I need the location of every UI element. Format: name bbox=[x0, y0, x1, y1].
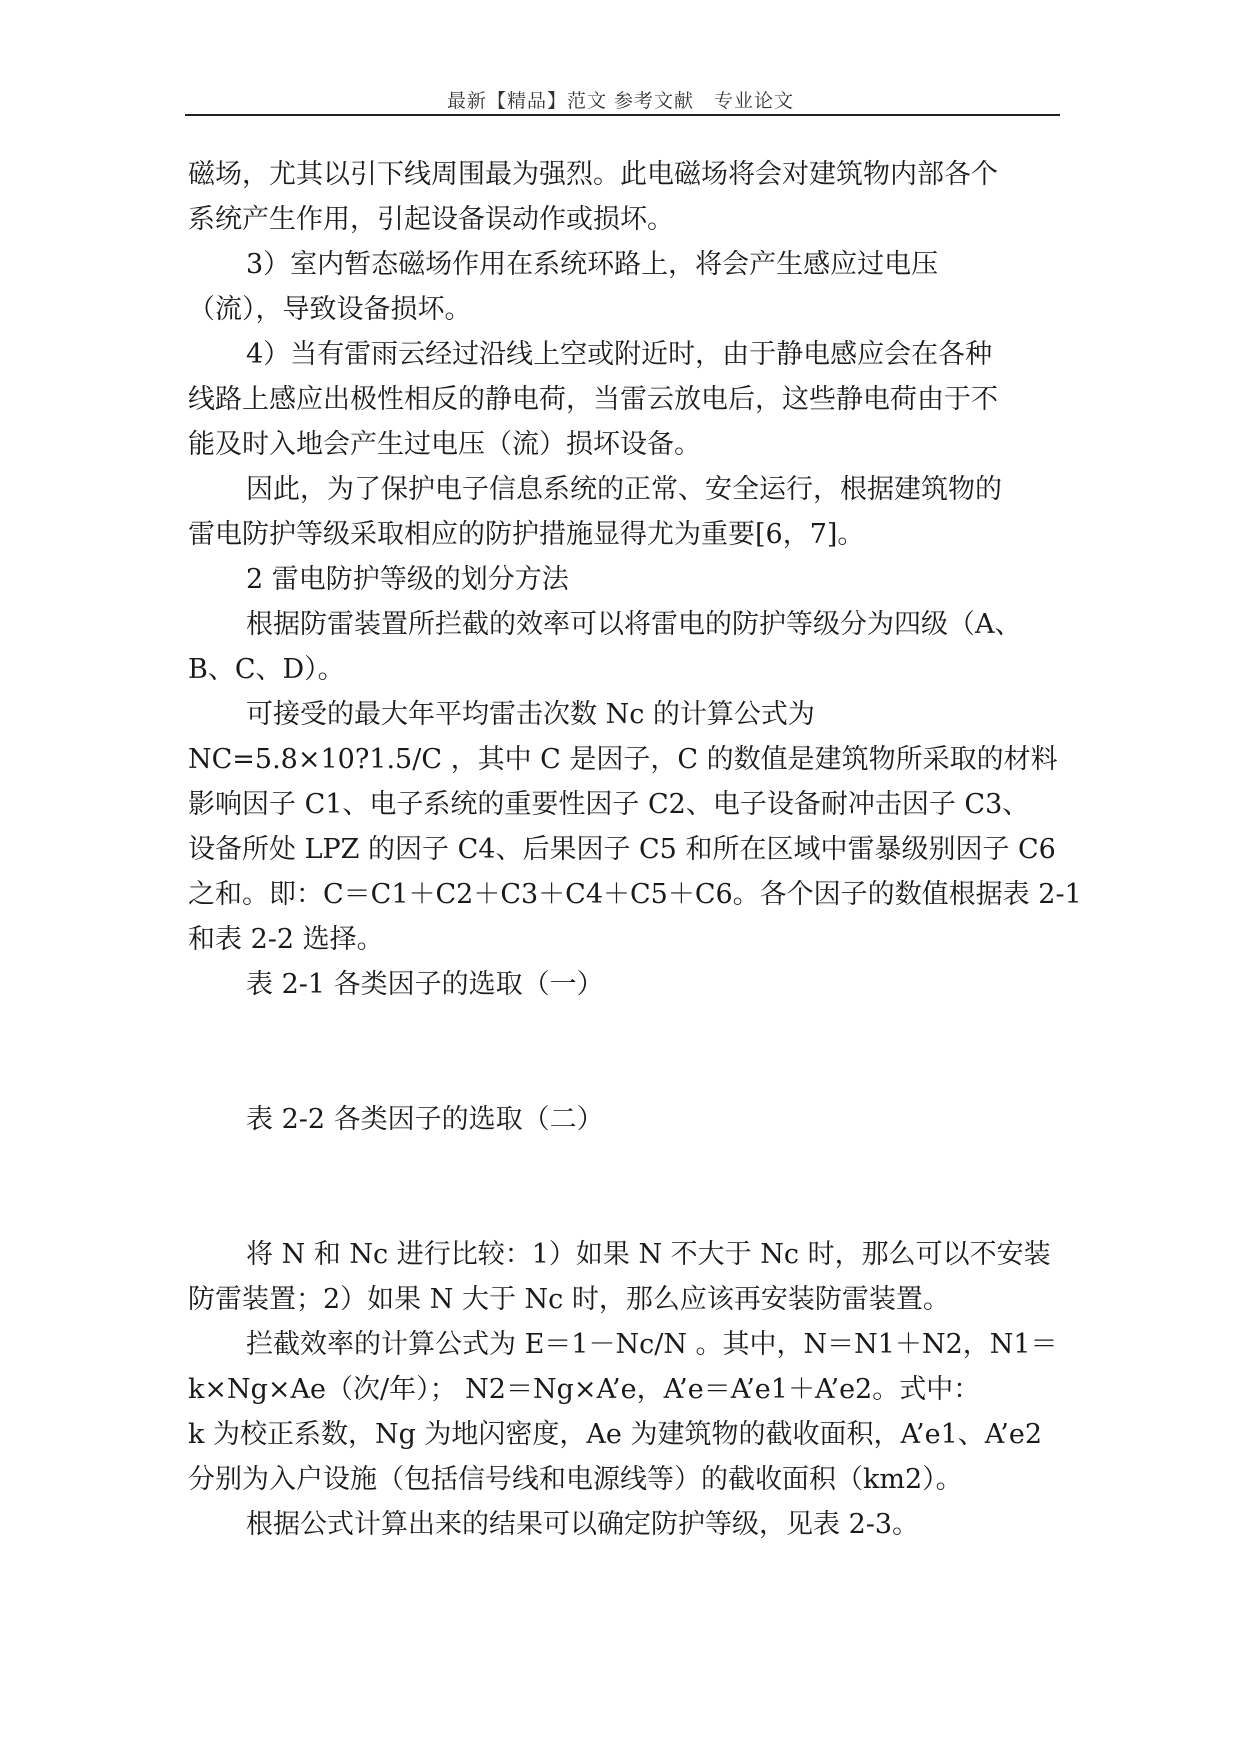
caption-text: 表 2-2 各类因子的选取（二） bbox=[246, 1104, 604, 1135]
paragraph-item-4 bbox=[188, 332, 1058, 467]
paragraph-result bbox=[188, 1502, 1058, 1547]
text-line: B、C、D）。 bbox=[188, 654, 345, 685]
text-line: k 为校正系数，Ng 为地闪密度，Ae 为建筑物的截收面积，A’e1、A’e2 bbox=[188, 1419, 1043, 1450]
text-line: （流），导致设备损坏。 bbox=[188, 294, 472, 325]
paragraph-magnetic-field bbox=[188, 152, 1058, 242]
text-line: 4）当有雷雨云经过沿线上空或附近时，由于静电感应会在各种 bbox=[246, 339, 993, 370]
paragraph-compare bbox=[188, 1232, 1058, 1322]
paragraph-conclusion bbox=[188, 467, 1058, 557]
text-line: k×Ng×Ae（次/年）； N2＝Ng×A’e，A’e＝A’e1＋A’e2。式中： bbox=[188, 1374, 981, 1405]
paragraph-efficiency bbox=[188, 1322, 1058, 1502]
text-line: 根据防雷装置所拦截的效率可以将雷电的防护等级分为四级（A、 bbox=[246, 609, 1022, 640]
text-line: 之和。即：C＝C1＋C2＋C3＋C4＋C5＋C6。各个因子的数值根据表 2-1 bbox=[188, 879, 1082, 910]
header-divider bbox=[185, 114, 1060, 116]
text-line: 拦截效率的计算公式为 E＝1－Nc/N 。其中，N＝N1＋N2，N1＝ bbox=[246, 1329, 1058, 1360]
paragraph-formula-nc bbox=[188, 692, 1082, 962]
paragraph-item-3 bbox=[188, 242, 1058, 332]
table-caption-2-2 bbox=[188, 1097, 1058, 1142]
text-line: 能及时入地会产生过电压（流）损坏设备。 bbox=[188, 429, 701, 460]
text-line: 系统产生作用，引起设备误动作或损坏。 bbox=[188, 204, 674, 235]
text-line: 因此，为了保护电子信息系统的正常、安全运行，根据建筑物的 bbox=[246, 474, 1002, 505]
text-line: 3）室内暂态磁场作用在系统环路上，将会产生感应过电压 bbox=[246, 249, 939, 280]
paragraph-levels bbox=[188, 602, 1058, 692]
text-line: 和表 2-2 选择。 bbox=[188, 924, 384, 955]
caption-text: 表 2-1 各类因子的选取（一） bbox=[246, 969, 604, 1000]
text-line: 可接受的最大年平均雷击次数 Nc 的计算公式为 bbox=[246, 699, 815, 730]
text-line: 根据公式计算出来的结果可以确定防护等级，见表 2-3。 bbox=[246, 1509, 920, 1540]
section-heading bbox=[188, 557, 1058, 602]
text-line: 分别为入户设施（包括信号线和电源线等）的截收面积（km2）。 bbox=[188, 1464, 963, 1495]
text-line: 将 N 和 Nc 进行比较：1）如果 N 不大于 Nc 时，那么可以不安装 bbox=[246, 1239, 1051, 1270]
text-line: 雷电防护等级采取相应的防护措施显得尤为重要[6，7]。 bbox=[188, 519, 865, 550]
text-line: 线路上感应出极性相反的静电荷，当雷云放电后，这些静电荷由于不 bbox=[188, 384, 998, 415]
text-line: 防雷装置；2）如果 N 大于 Nc 时，那么应该再安装防雷装置。 bbox=[188, 1284, 950, 1315]
page-header: 最新【精品】范文 参考文献 专业论文 bbox=[446, 90, 795, 112]
document-body bbox=[188, 152, 1082, 1547]
section-title: 2 雷电防护等级的划分方法 bbox=[246, 564, 569, 595]
text-line: NC=5.8×10?1.5/C ，其中 C 是因子，C 的数值是建筑物所采取的材料 bbox=[188, 744, 1058, 775]
text-line: 磁场，尤其以引下线周围最为强烈。此电磁场将会对建筑物内部各个 bbox=[188, 159, 998, 190]
table-placeholder-2-2 bbox=[188, 1142, 1058, 1232]
table-placeholder-2-1 bbox=[188, 1007, 1058, 1097]
text-line: 影响因子 C1、电子系统的重要性因子 C2、电子设备耐冲击因子 C3、 bbox=[188, 789, 1030, 820]
table-caption-2-1 bbox=[188, 962, 1058, 1007]
text-line: 设备所处 LPZ 的因子 C4、后果因子 C5 和所在区域中雷暴级别因子 C6 bbox=[188, 834, 1056, 865]
